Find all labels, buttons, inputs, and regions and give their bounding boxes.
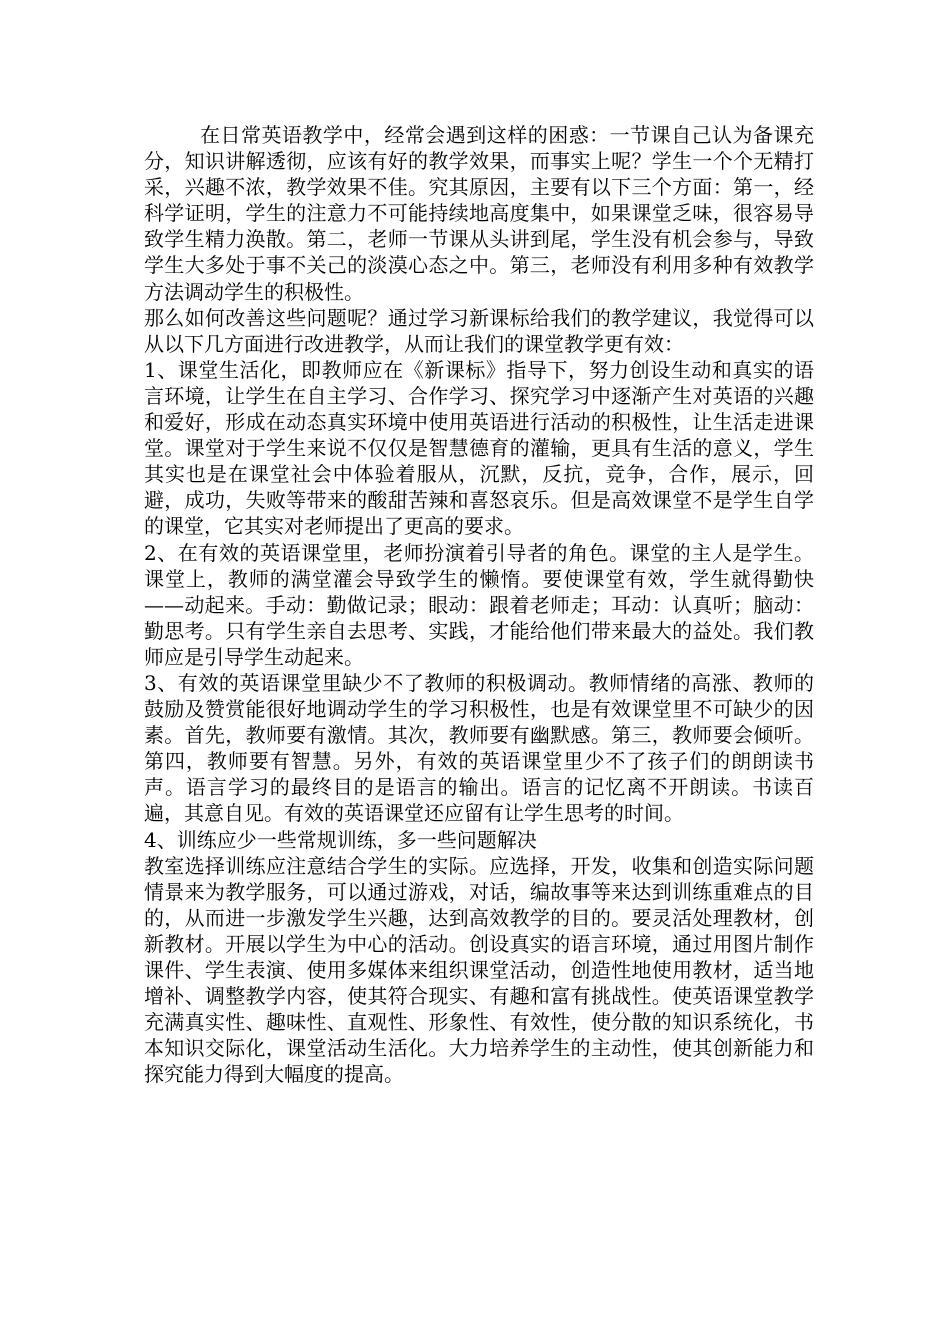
paragraph-point-2: 2、在有效的英语课堂里，老师扮演着引导者的角色。课堂的主人是学生。课堂上，教师的满堂灌会导致学生的懒惰。要使课堂有效，学生就得勤快——动起来。手动：勤做记录；眼动：跟着老师走；耳动：认真听；脑动：勤思考。只有学生亲自去思考、实践，才能给他们带来最大的益处。我们教师应是引导学生动起来。 <box>144 540 814 669</box>
document-body <box>144 122 814 1087</box>
paragraph-point-4-heading: 4、训练应少一些常规训练，多一些问题解决 <box>144 827 537 852</box>
paragraph-point-4-body: 教室选择训练应注意结合学生的实际。应选择，开发，收集和创造实际问题情景来为教学服务，可以通过游戏，对话，编故事等来达到训练重难点的目的，从而进一步激发学生兴趣，达到高效教学的目的。要灵活处理教材，创新教材。开展以学生为中心的活动。创设真实的语言环境，通过用图片制作课件、学生表演、使用多媒体来组织课堂活动，创造性地使用教材，适当地增补、调整教学内容，使其符合现实、有趣和富有挑战性。使英语课堂教学充满真实性、趣味性、直观性、形象性、有效性，使分散的知识系统化，书本知识交际化，课堂活动生活化。大力培养学生的主动性，使其创新能力和探究能力得到大幅度的提高。 <box>144 853 814 1087</box>
paragraph-intro: 在日常英语教学中，经常会遇到这样的困惑：一节课自己认为备课充分，知识讲解透彻，应该有好的教学效果，而事实上呢？学生一个个无精打采，兴趣不浓，教学效果不佳。究其原因，主要有以下三个方面：第一，经科学证明，学生的注意力不可能持续地高度集中，如果课堂乏味，很容易导致学生精力涣散。第二，老师一节课从头讲到尾，学生没有机会参与，导致学生大多处于事不关己的淡漠心态之中。第三，老师没有利用多种有效教学方法调动学生的积极性。 <box>144 123 814 304</box>
paragraph-point-3: 3、有效的英语课堂里缺少不了教师的积极调动。教师情绪的高涨、教师的鼓励及赞赏能很好地调动学生的学习积极性，也是有效课堂里不可缺少的因素。首先，教师要有激情。其次，教师要有幽默感。第三，教师要会倾听。第四，教师要有智慧。另外，有效的英语课堂里少不了孩子们的朗朗读书声。语言学习的最终目的是语言的输出。语言的记忆离不开朗读。书读百遍，其意自见。有效的英语课堂还应留有让学生思考的时间。 <box>144 670 814 826</box>
paragraph-point-1: 1、课堂生活化，即教师应在《新课标》指导下，努力创设生动和真实的语言环境，让学生在自主学习、合作学习、探究学习中逐渐产生对英语的兴趣和爱好，形成在动态真实环境中使用英语进行活动的积极性，让生活走进课堂。课堂对于学生来说不仅仅是智慧德育的灌输，更具有生活的意义，学生其实也是在课堂社会中体验着服从，沉默，反抗，竞争，合作，展示，回避，成功，失败等带来的酸甜苦辣和喜怒哀乐。但是高效课堂不是学生自学的课堂，它其实对老师提出了更高的要求。 <box>144 357 814 539</box>
paragraph-transition: 那么如何改善这些问题呢？通过学习新课标给我们的教学建议，我觉得可以从以下几方面进行改进教学，从而让我们的课堂教学更有效： <box>144 305 814 356</box>
